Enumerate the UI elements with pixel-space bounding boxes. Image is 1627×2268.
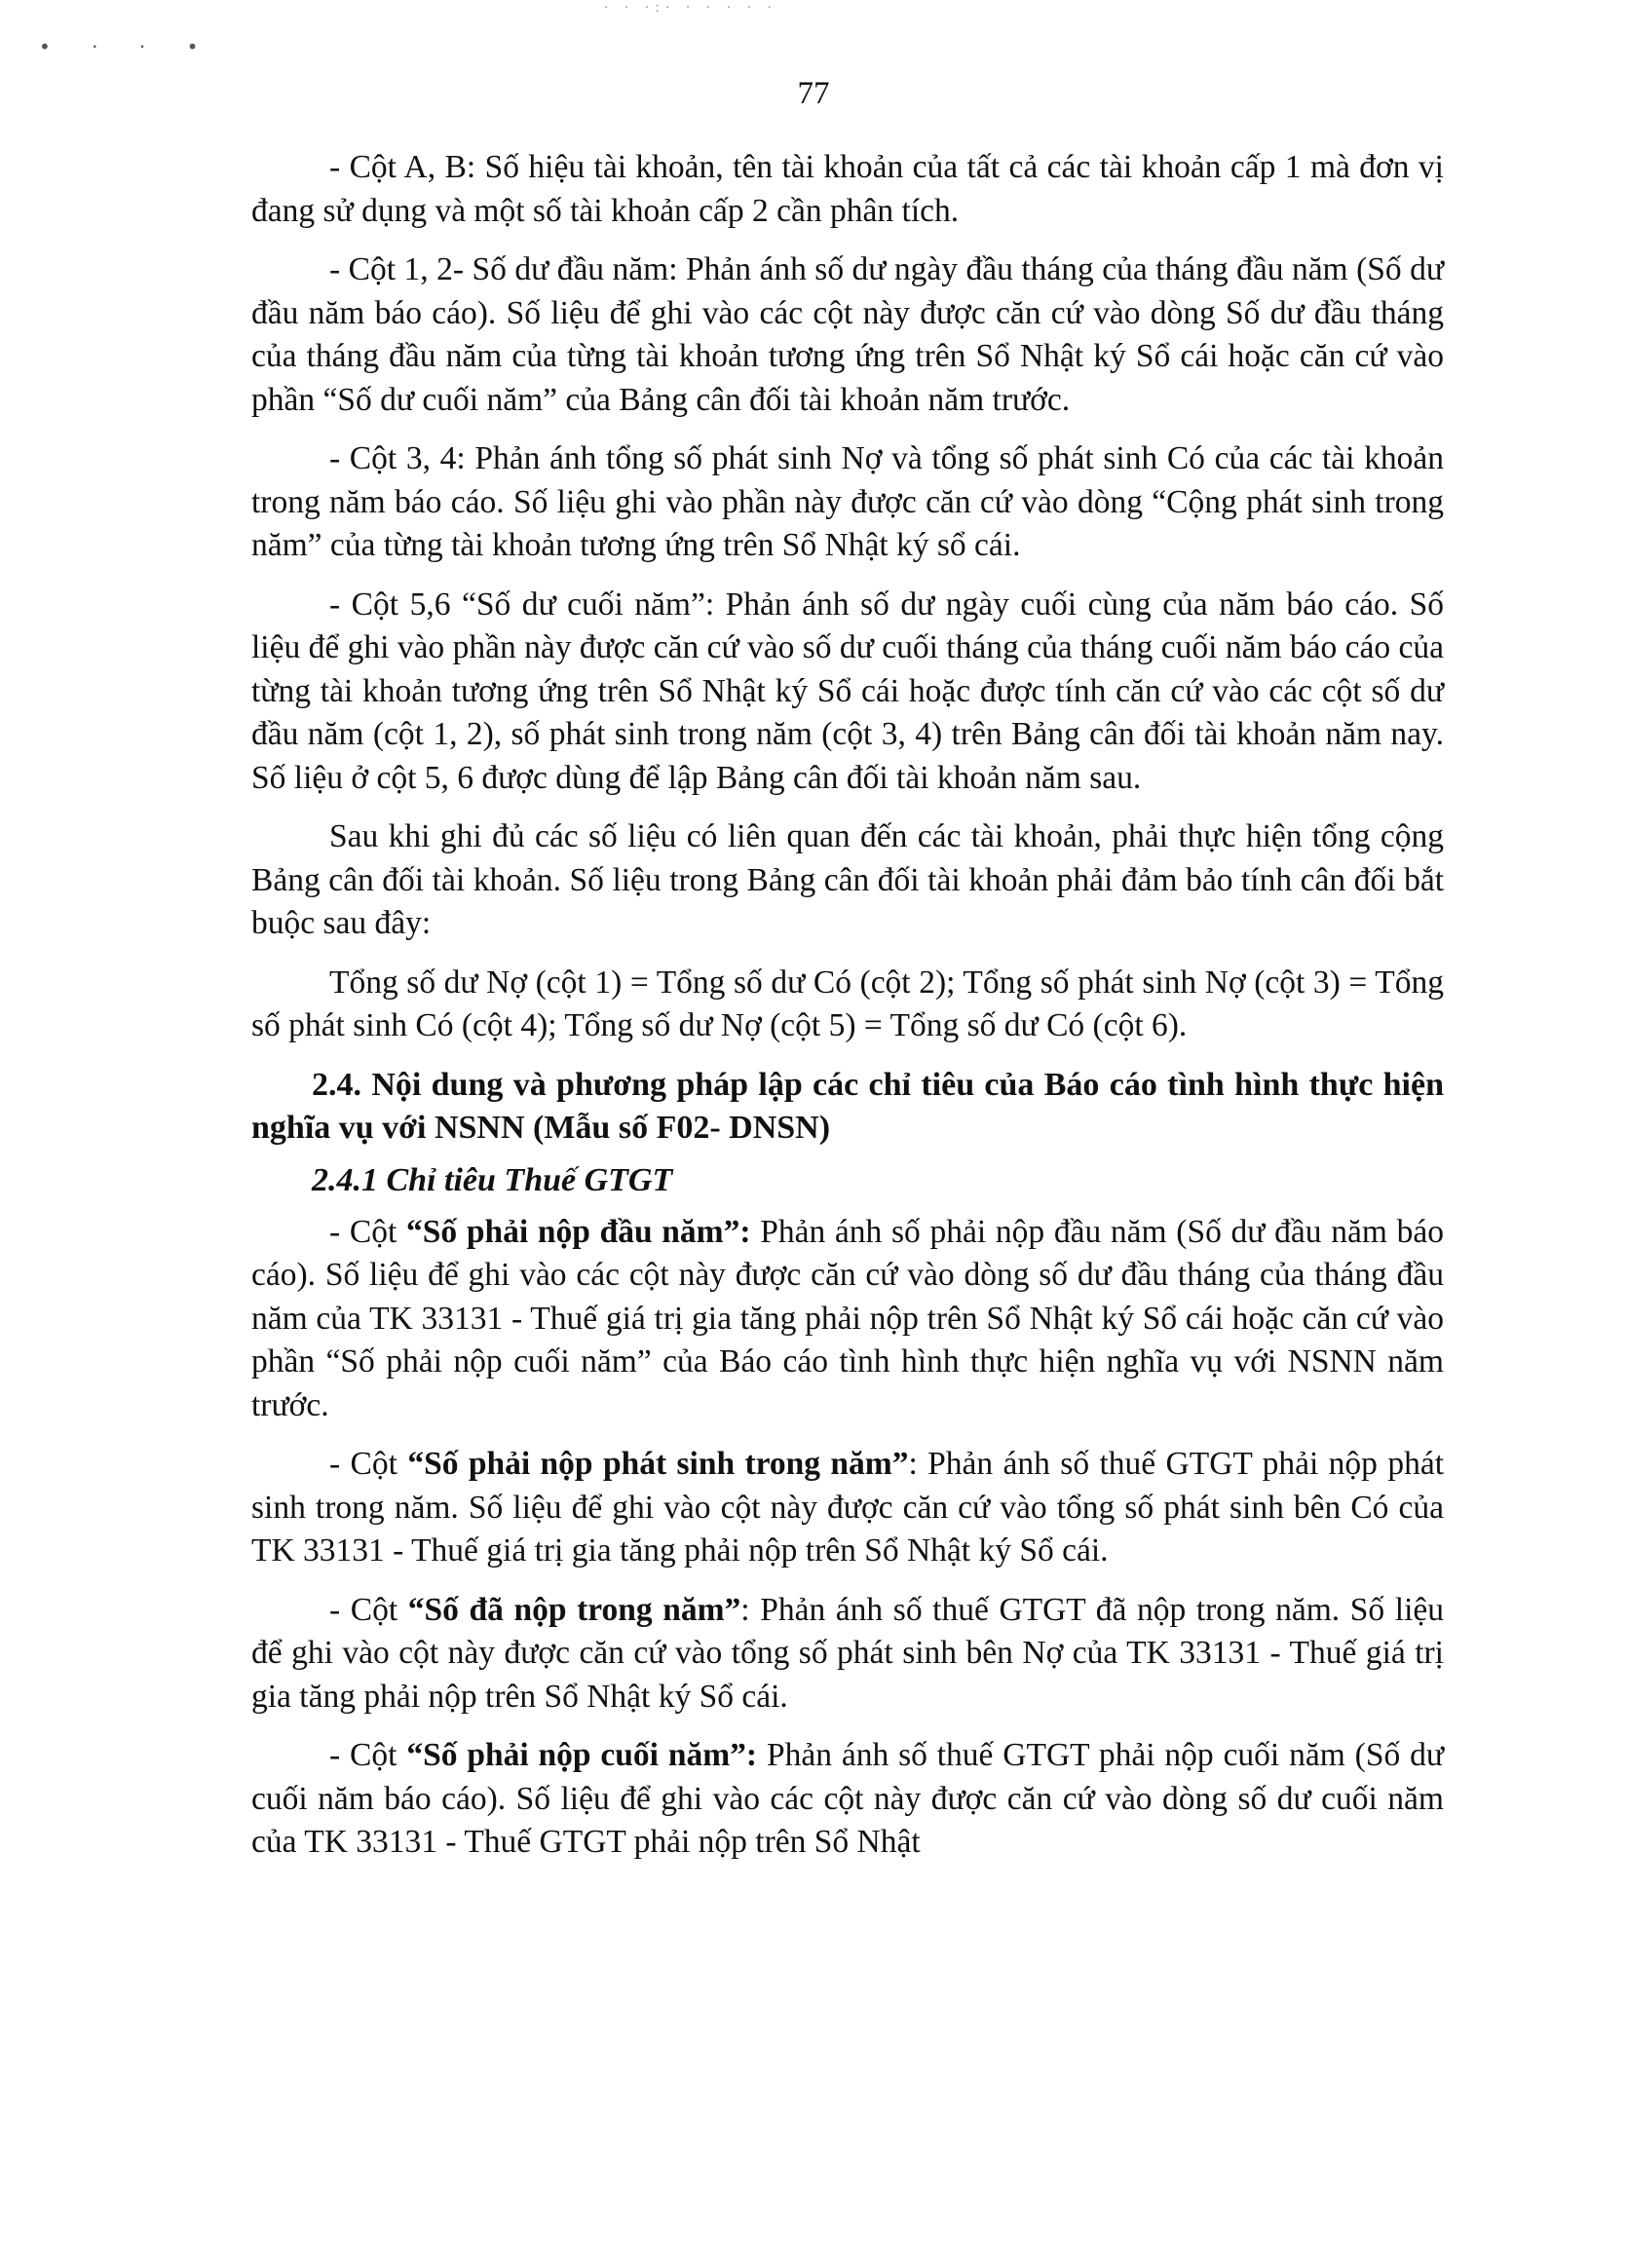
- column-paid-in-year: [251, 1589, 1444, 1720]
- column-prefix: - Cột: [329, 1446, 408, 1482]
- column-description: : Phản ánh số thuế GTGT phải nộp phát sinh trong năm. Số liệu để ghi vào cột này được căn cứ vào tổng số phát sinh bên Có của TK 33131 - Thuế giá trị gia tăng phải nộp trên Sổ Nhật ký Sổ cái.: [251, 1446, 1444, 1569]
- column-closing-payable: [251, 1734, 1444, 1865]
- column-description: : Phản ánh số thuế GTGT đã nộp trong năm. Số liệu để ghi vào cột này được căn cứ vào tổng số phát sinh bên Nợ của TK 33131 - Thuế giá trị gia tăng phải nộp trên Sổ Nhật ký Sổ cái.: [251, 1591, 1445, 1715]
- column-label: “Số phải nộp cuối năm”:: [406, 1737, 758, 1773]
- paragraph-columns-1-2: - Cột 1, 2- Số dư đầu năm: Phản ánh số dư ngày đầu tháng của tháng đầu năm (Số dư đầu năm báo cáo). Số liệu để ghi vào các cột này được căn cứ vào dòng Số dư đầu tháng của tháng đầu năm của từng tài khoản tương ứng trên Sổ Nhật ký Sổ cái hoặc căn cứ vào phần “Số dư cuối năm” của Bảng cân đối tài khoản năm trước.: [251, 251, 1444, 418]
- page-content: [251, 146, 1444, 1880]
- page-number: 77: [797, 76, 830, 111]
- paragraph-balance-total: Sau khi ghi đủ các số liệu có liên quan đến các tài khoản, phải thực hiện tổng cộng Bảng cân đối tài khoản. Số liệu trong Bảng cân đối tài khoản phải đảm bảo tính cân đối bắt buộc sau đây:: [251, 818, 1444, 941]
- section-heading: 2.4. Nội dung và phương pháp lập các chỉ tiêu của Báo cáo tình hình thực hiện nghĩa vụ với NSNN (Mẫu số F02- DNSN): [251, 1066, 1444, 1146]
- section-subheading: 2.4.1 Chỉ tiêu Thuế GTGT: [312, 1161, 673, 1198]
- column-prefix: - Cột: [329, 1737, 407, 1773]
- paragraph-columns-a-b: - Cột A, B: Số hiệu tài khoản, tên tài khoản của tất cả các tài khoản cấp 1 mà đơn vị đang sử dụng và một số tài khoản cấp 2 cần phân tích.: [251, 149, 1444, 229]
- column-opening-payable: [251, 1211, 1444, 1428]
- paragraph-columns-3-4: - Cột 3, 4: Phản ánh tổng số phát sinh Nợ và tổng số phát sinh Có của các tài khoản trong năm báo cáo. Số liệu ghi vào phần này được căn cứ vào dòng “Cộng phát sinh trong năm” của từng tài khoản tương ứng trên Sổ Nhật ký sổ cái.: [251, 440, 1444, 563]
- column-label: “Số phải nộp đầu năm”:: [405, 1213, 751, 1250]
- column-description: Phản ánh số phải nộp đầu năm (Số dư đầu năm báo cáo). Số liệu để ghi vào các cột này được căn cứ vào dòng số dư đầu tháng của tháng đầu năm của TK 33131 - Thuế giá trị gia tăng phải nộp trên Sổ Nhật ký Sổ cái hoặc căn cứ vào phần “Số phải nộp cuối năm” của Báo cáo tình hình thực hiện nghĩa vụ với NSNN năm trước.: [251, 1213, 1444, 1423]
- scan-artifact-left: • · · •: [39, 35, 216, 58]
- scan-artifact-top: · · ·:· · · · · ·: [604, 0, 777, 16]
- column-description: Phản ánh số thuế GTGT phải nộp cuối năm (Số dư cuối năm báo cáo). Số liệu để ghi vào các cột này được căn cứ vào dòng số dư cuối năm của TK 33131 - Thuế GTGT phải nộp trên Sổ Nhật: [251, 1737, 1444, 1860]
- column-label: “Số đã nộp trong năm”: [407, 1591, 741, 1628]
- column-prefix: - Cột: [329, 1213, 406, 1250]
- paragraph-columns-5-6: - Cột 5,6 “Số dư cuối năm”: Phản ánh số dư ngày cuối cùng của năm báo cáo. Số liệu để ghi vào phần này được căn cứ vào số dư cuối tháng của tháng cuối năm báo cáo của từng tài khoản tương ứng trên Sổ Nhật ký Sổ cái hoặc được tính căn cứ vào các cột số dư đầu năm (cột 1, 2), số phát sinh trong năm (cột 3, 4) trên Bảng cân đối tài khoản năm nay. Số liệu ở cột 5, 6 được dùng để lập Bảng cân đối tài khoản năm sau.: [251, 586, 1444, 796]
- paragraph-balance-equations: Tổng số dư Nợ (cột 1) = Tổng số dư Có (cột 2); Tổng số phát sinh Nợ (cột 3) = Tổng số phát sinh Có (cột 4); Tổng số dư Nợ (cột 5) = Tổng số dư Có (cột 6).: [251, 964, 1444, 1043]
- column-prefix: - Cột: [329, 1591, 408, 1628]
- column-payable-arising: [251, 1443, 1444, 1573]
- column-label: “Số phải nộp phát sinh trong năm”: [407, 1446, 909, 1482]
